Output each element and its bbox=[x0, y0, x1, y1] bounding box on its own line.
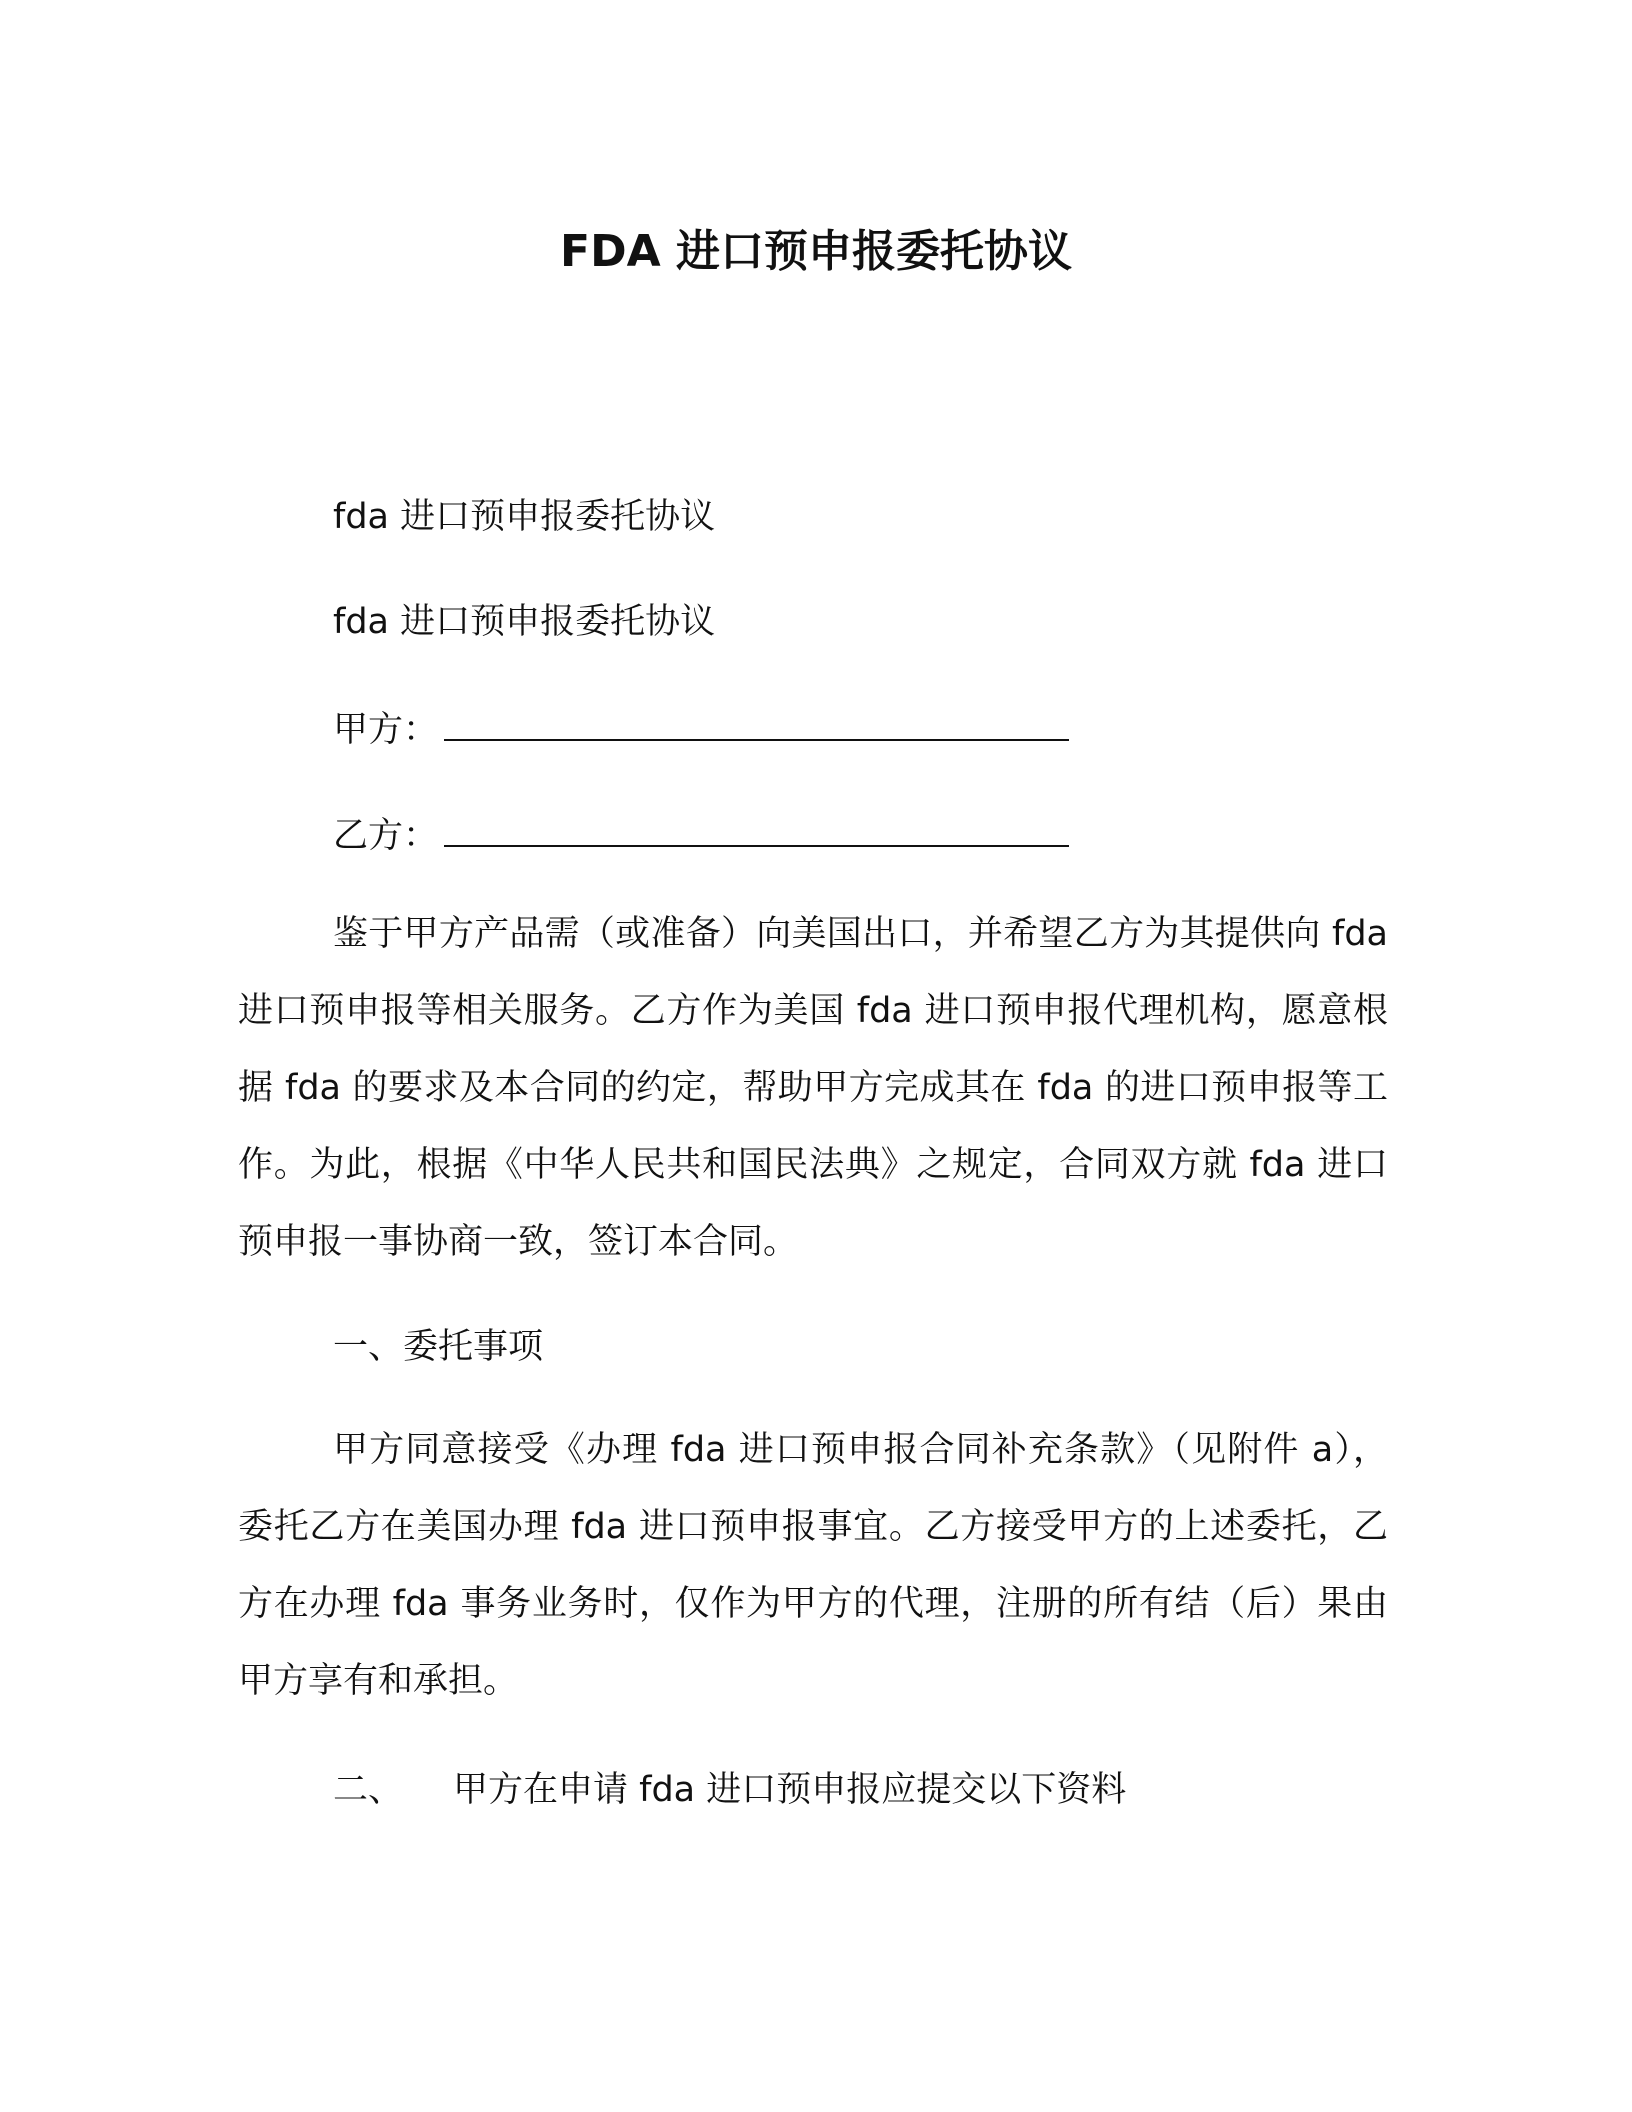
party-a-blank bbox=[444, 709, 1069, 741]
subtitle-line-1: fda 进口预申报委托协议 bbox=[333, 497, 716, 537]
section-2-heading bbox=[333, 1765, 1126, 1815]
party-b-line bbox=[333, 811, 1069, 861]
party-a-line bbox=[333, 705, 1069, 755]
party-a-label: 甲方： bbox=[333, 710, 439, 750]
subtitle-line-2: fda 进口预申报委托协议 bbox=[333, 602, 716, 642]
document-title: FDA 进口预申报委托协议 bbox=[560, 226, 1072, 277]
preamble-paragraph: 鉴于甲方产品需（或准备）向美国出口，并希望乙方为其提供向 fda 进口预申报等相关服务。乙方作为美国 fda 进口预申报代理机构，愿意根据 fda 的要求及本合同的约定，帮助甲方完成其在 fda 的进口预申报等工作。为此，根据《中华人民共和国民法典》之规定，合同双方就 fda 进口预申报一事协商一致，签订本合同。 bbox=[238, 914, 1388, 1262]
party-b-blank bbox=[444, 815, 1069, 847]
section-1-paragraph: 甲方同意接受《办理 fda 进口预申报合同补充条款》（见附件 a），委托乙方在美国办理 fda 进口预申报事宜。乙方接受甲方的上述委托，乙方在办理 fda 事务业务时，仅作为甲方的代理，注册的所有结（后）果由甲方享有和承担。 bbox=[238, 1430, 1388, 1701]
party-b-label: 乙方： bbox=[333, 816, 439, 856]
section-2-title: 甲方在申请 fda 进口预申报应提交以下资料 bbox=[453, 1770, 1127, 1810]
section-2-number: 二、 bbox=[333, 1770, 404, 1810]
section-1-heading: 一、委托事项 bbox=[333, 1327, 544, 1367]
